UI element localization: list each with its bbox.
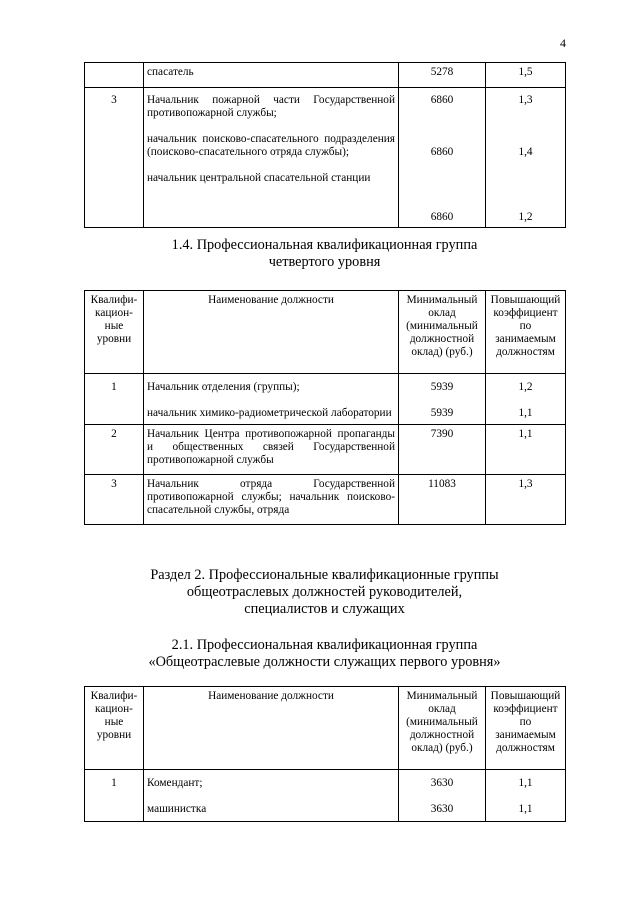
table-row	[85, 63, 566, 88]
position-name: Комендант; машинистка	[144, 770, 399, 822]
level-cell: 1	[85, 374, 144, 425]
level-cell	[85, 63, 144, 88]
level-cell: 2	[85, 425, 144, 475]
salary-cell: 5939 5939	[399, 374, 486, 425]
column-header-level: Квалифи- кацион- ные уровни	[85, 291, 144, 374]
table-row	[85, 770, 566, 822]
salary-cell: 6860 6860 6860	[399, 88, 486, 228]
level-cell: 1	[85, 770, 144, 822]
position-name: Начальник отряда Государственной противопожарной службы; начальник поисково-спасательной службы, отряда	[144, 475, 399, 525]
coefficient-cell: 1,1	[486, 425, 566, 475]
position-name: Начальник пожарной части Государственной противопожарной службы; начальник поисково-спасательного подразделения (поисково-спасательного отряда службы); начальник центральной спасательной станции	[144, 88, 399, 228]
column-header-name: Наименование должности	[144, 291, 399, 374]
coefficient-cell: 1,1 1,1	[486, 770, 566, 822]
position-name: Начальник отделения (группы); начальник химико-радиометрической лаборатории	[144, 374, 399, 425]
table-header-row	[85, 291, 566, 374]
column-header-name: Наименование должности	[144, 687, 399, 770]
salary-cell: 7390	[399, 425, 486, 475]
column-header-salary: Минимальный оклад (минимальный должностной оклад) (руб.)	[399, 291, 486, 374]
coefficient-cell: 1,2 1,1	[486, 374, 566, 425]
table-row	[85, 88, 566, 228]
page-number: 4	[560, 36, 566, 50]
table-row	[85, 475, 566, 525]
column-header-coefficient: Повышающий коэффициент по занимаемым должностям	[486, 687, 566, 770]
table-header-row	[85, 687, 566, 770]
salary-cell: 11083	[399, 475, 486, 525]
table-row	[85, 374, 566, 425]
position-name: спасатель	[144, 63, 399, 88]
table-level-4	[84, 290, 566, 525]
coefficient-cell: 1,3 1,4 1,2	[486, 88, 566, 228]
table-group-2-1	[84, 686, 566, 822]
column-header-salary: Минимальный оклад (минимальный должностной оклад) (руб.)	[399, 687, 486, 770]
section-heading-1-4: 1.4. Профессиональная квалификационная группа четвертого уровня	[171, 237, 478, 270]
level-cell: 3	[85, 475, 144, 525]
coefficient-cell: 1,5	[486, 63, 566, 88]
table-continuation	[84, 62, 566, 228]
level-cell: 3	[85, 88, 144, 228]
salary-cell: 3630 3630	[399, 770, 486, 822]
section-heading-2-1: 2.1. Профессиональная квалификационная группа «Общеотраслевые должности служащих первого уровня»	[148, 637, 501, 670]
column-header-coefficient: Повышающий коэффициент по занимаемым должностям	[486, 291, 566, 374]
position-name: Начальник Центра противопожарной пропаганды и общественных связей Государственной противопожарной службы	[144, 425, 399, 475]
section-2-heading: Раздел 2. Профессиональные квалификационные группы общеотраслевых должностей руководителей, специалистов и служащих	[150, 567, 499, 617]
coefficient-cell: 1,3	[486, 475, 566, 525]
column-header-level: Квалифи- кацион- ные уровни	[85, 687, 144, 770]
table-row	[85, 425, 566, 475]
salary-cell: 5278	[399, 63, 486, 88]
